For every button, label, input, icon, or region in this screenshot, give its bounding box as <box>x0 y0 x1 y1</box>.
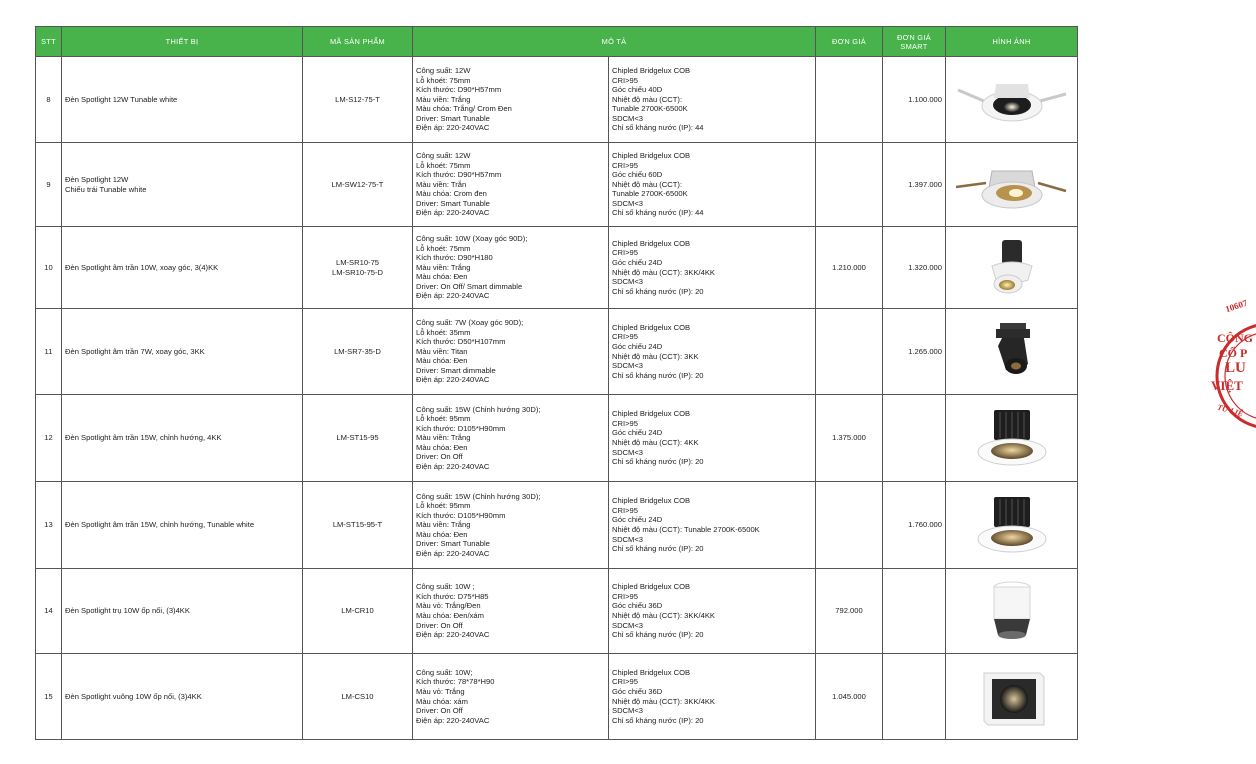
optics-line: Nhiệt độ màu (CCT): 3KK/4KK <box>612 696 715 706</box>
cell-device-name <box>62 395 303 482</box>
device-name-line: Đèn Spotlight âm trần 15W, chỉnh hướng, Tunable white <box>65 520 255 530</box>
optics-line: SDCM<3 <box>612 620 644 630</box>
spec-line: Màu viền: Trắng <box>416 433 471 443</box>
table-row <box>36 57 1078 143</box>
cell-product-code <box>303 143 413 227</box>
optics-line: Chỉ số kháng nước (IP): 44 <box>612 208 704 218</box>
spec-line: Điện áp: 220-240VAC <box>416 123 490 133</box>
spec-line: Kích thước: D105*H90mm <box>416 510 506 520</box>
mini-tilt-spotlight-icon <box>952 320 1072 384</box>
price-list-table <box>35 26 1078 740</box>
cell-stt: 12 <box>36 395 62 482</box>
product-code-line: LM-SR7-35-D <box>334 346 381 356</box>
optics-line: Góc chiếu 36D <box>612 601 663 611</box>
cell-product-image <box>946 654 1078 740</box>
device-name-line: Đèn Spotlight âm trần 7W, xoay góc, 3KK <box>65 346 205 356</box>
spec-line: Điện áp: 220-240VAC <box>416 461 490 471</box>
cell-smart-price: 1.265.000 <box>883 309 946 395</box>
cell-stt: 13 <box>36 482 62 569</box>
spec-line: Màu viền: Trắng <box>416 262 471 272</box>
cell-price <box>816 309 883 395</box>
cell-product-code <box>303 395 413 482</box>
optics-line: Chỉ số kháng nước (IP): 20 <box>612 715 704 725</box>
spec-line: Màu vỏ: Trắng/Đen <box>416 601 481 611</box>
optics-line: Góc chiếu 24D <box>612 515 663 525</box>
optics-line: CRI>95 <box>612 160 638 170</box>
spec-line: Màu chóa: Đen/xám <box>416 611 484 620</box>
spec-line: Kích thước: D90*H57mm <box>416 170 502 180</box>
spec-line: Kích thước: D50*H107mm <box>416 337 506 347</box>
optics-line: Nhiệt độ màu (CCT): <box>612 94 683 104</box>
cell-smart-price <box>883 654 946 740</box>
spec-line: Driver: On Off <box>416 620 463 630</box>
price-list-sheet <box>35 26 1077 740</box>
optics-line: Góc chiếu 24D <box>612 428 663 438</box>
table-row <box>36 395 1078 482</box>
cell-price <box>816 482 883 569</box>
device-name-line: Đèn Spotlight vuông 10W ốp nổi, (3)4KK <box>65 691 202 701</box>
stamp-line-4: VIỆT <box>1211 378 1243 393</box>
spec-line: Điện áp: 220-240VAC <box>416 375 490 385</box>
spec-line: Màu chóa: Đen <box>416 442 468 452</box>
cell-product-image <box>946 482 1078 569</box>
device-name-line: Đèn Spotlight 12W <box>65 174 129 184</box>
device-name-line: Đèn Spotlight trụ 10W ốp nổi, (3)4KK <box>65 606 190 616</box>
optics-line: Góc chiếu 36D <box>612 686 663 696</box>
cell-description-optics <box>609 227 816 309</box>
stamp-number: 10607 <box>1224 297 1249 315</box>
header-description: MÔ TẢ <box>413 27 816 57</box>
spec-line: Công suất: 7W (Xoay góc 90D); <box>416 318 524 328</box>
header-image: HÌNH ẢNH <box>946 27 1078 57</box>
adjustable-spotlight-icon <box>952 236 1072 300</box>
cell-product-image <box>946 57 1078 143</box>
table-row <box>36 227 1078 309</box>
cell-device-name <box>62 57 303 143</box>
spec-line: Driver: On Off/ Smart dimmable <box>416 281 523 291</box>
product-code-line: LM-CR10 <box>341 606 374 616</box>
spec-line: Màu chóa: Trắng/ Crom Đen <box>416 104 512 114</box>
cell-description-specs <box>413 654 609 740</box>
cell-description-optics <box>609 395 816 482</box>
product-code-line: LM-S12-75-T <box>335 94 380 104</box>
optics-line: Chipled Bridgelux COB <box>612 238 691 248</box>
cell-product-code <box>303 57 413 143</box>
spec-line: Công suất: 10W; <box>416 667 473 677</box>
optics-line: CRI>95 <box>612 75 638 85</box>
spec-line: Điện áp: 220-240VAC <box>416 630 490 640</box>
stamp-line-2: CỔ P <box>1219 346 1248 360</box>
spec-line: Kích thước: D75*H85 <box>416 591 489 601</box>
spec-line: Điện áp: 220-240VAC <box>416 208 490 218</box>
device-name-line: Chiếu trái Tunable white <box>65 184 147 194</box>
spec-line: Lỗ khoét: 75mm <box>416 75 471 85</box>
optics-line: CRI>95 <box>612 591 638 601</box>
product-code-line: LM-ST15-95 <box>336 433 379 443</box>
heatsink-downlight-icon <box>952 493 1072 557</box>
optics-line: SDCM<3 <box>612 534 644 544</box>
table-row <box>36 309 1078 395</box>
spec-line: Màu chóa: Đen <box>416 529 468 539</box>
cell-stt: 9 <box>36 143 62 227</box>
cell-product-code <box>303 227 413 309</box>
cell-description-optics <box>609 654 816 740</box>
optics-line: Góc chiếu 40D <box>612 85 663 95</box>
optics-line: Góc chiếu 24D <box>612 257 663 267</box>
cell-stt: 11 <box>36 309 62 395</box>
spec-line: Điện áp: 220-240VAC <box>416 715 490 725</box>
optics-line: CRI>95 <box>612 677 638 687</box>
optics-line: Góc chiếu 24D <box>612 341 663 351</box>
product-code-line: LM-SR10-75-D <box>331 267 384 277</box>
cell-description-specs <box>413 227 609 309</box>
optics-line: Tunable 2700K-6500K <box>612 189 688 199</box>
optics-line: Chipled Bridgelux COB <box>612 582 691 592</box>
spec-line: Lỗ khoét: 95mm <box>416 414 471 424</box>
cell-description-specs <box>413 569 609 654</box>
spec-line: Màu vỏ: Trắng <box>416 686 465 696</box>
cell-stt: 10 <box>36 227 62 309</box>
optics-line: Chỉ số kháng nước (IP): 20 <box>612 286 704 296</box>
table-row <box>36 143 1078 227</box>
spec-line: Driver: On Off <box>416 452 463 462</box>
cell-device-name <box>62 654 303 740</box>
spec-line: Kích thước: D90*H57mm <box>416 85 502 95</box>
spec-line: Màu viền: Trắng <box>416 520 471 530</box>
table-row <box>36 654 1078 740</box>
cell-description-specs <box>413 309 609 395</box>
cell-device-name <box>62 309 303 395</box>
cell-description-specs <box>413 482 609 569</box>
cell-price: 792.000 <box>816 569 883 654</box>
optics-line: Chipled Bridgelux COB <box>612 322 691 332</box>
company-stamp <box>1211 292 1256 452</box>
spec-line: Công suất: 15W (Chỉnh hướng 30D); <box>416 491 541 501</box>
spec-line: Lỗ khoét: 35mm <box>416 327 471 337</box>
optics-line: CRI>95 <box>612 505 638 515</box>
device-name-line: Đèn Spotlight 12W Tunable white <box>65 94 178 104</box>
product-code-line: LM-CS10 <box>341 691 374 701</box>
cell-smart-price <box>883 395 946 482</box>
spec-line: Màu chóa: Đen <box>416 272 468 282</box>
header-device: THIẾT BỊ <box>62 27 303 57</box>
spec-line: Lỗ khoét: 75mm <box>416 160 471 170</box>
header-row <box>36 27 1078 57</box>
spec-line: Kích thước: 78*78*H90 <box>416 677 495 687</box>
optics-line: Nhiệt độ màu (CCT): 3KK/4KK <box>612 611 715 620</box>
cell-device-name <box>62 143 303 227</box>
product-code-line: LM-ST15-95-T <box>332 520 383 530</box>
cell-description-optics <box>609 482 816 569</box>
spec-line: Màu chóa: Crom đen <box>416 189 487 199</box>
cell-description-specs <box>413 57 609 143</box>
cell-smart-price <box>883 569 946 654</box>
optics-line: Chỉ số kháng nước (IP): 20 <box>612 630 704 640</box>
cell-description-specs <box>413 143 609 227</box>
cylinder-surface-spotlight-icon <box>952 579 1072 643</box>
optics-line: SDCM<3 <box>612 198 644 208</box>
spec-line: Điện áp: 220-240VAC <box>416 291 490 301</box>
cell-product-code <box>303 309 413 395</box>
optics-line: SDCM<3 <box>612 447 644 457</box>
cell-stt: 8 <box>36 57 62 143</box>
optics-line: Nhiệt độ màu (CCT): 3KK <box>612 351 699 361</box>
optics-line: SDCM<3 <box>612 113 644 123</box>
header-price: ĐƠN GIÁ <box>816 27 883 57</box>
cell-description-optics <box>609 309 816 395</box>
cell-smart-price: 1.320.000 <box>883 227 946 309</box>
square-surface-spotlight-icon <box>952 665 1072 729</box>
heatsink-downlight-icon <box>952 406 1072 470</box>
cell-product-image <box>946 227 1078 309</box>
header-smart-price-line1: ĐƠN GIÁ <box>897 32 931 42</box>
cell-product-image <box>946 309 1078 395</box>
spec-line: Driver: Smart Tunable <box>416 539 490 549</box>
spec-line: Công suất: 12W <box>416 66 471 76</box>
cell-product-image <box>946 569 1078 654</box>
stamp-line-3: LU <box>1225 360 1246 376</box>
spec-line: Kích thước: D105*H90mm <box>416 423 506 433</box>
optics-line: CRI>95 <box>612 248 638 258</box>
device-name-line: Đèn Spotlight âm trần 15W, chỉnh hướng, 4KK <box>65 433 222 443</box>
optics-line: SDCM<3 <box>612 361 644 371</box>
cell-stt: 15 <box>36 654 62 740</box>
optics-line: Chỉ số kháng nước (IP): 20 <box>612 544 704 554</box>
spec-line: Driver: Smart Tunable <box>416 198 490 208</box>
optics-line: Nhiệt độ màu (CCT): 3KK/4KK <box>612 267 715 277</box>
header-smart-price-line2: SMART <box>900 41 928 51</box>
spec-line: Công suất: 10W (Xoay góc 90D); <box>416 234 528 244</box>
optics-line: SDCM<3 <box>612 706 644 716</box>
optics-line: Chỉ số kháng nước (IP): 20 <box>612 457 704 467</box>
spec-line: Driver: Smart Tunable <box>416 113 490 123</box>
cell-product-code <box>303 569 413 654</box>
optics-line: Nhiệt độ màu (CCT): Tunable 2700K-6500K <box>612 525 760 534</box>
device-name-line: Đèn Spotlight âm trần 10W, xoay góc, 3(4)KK <box>65 262 219 272</box>
spec-line: Kích thước: D90*H180 <box>416 253 493 263</box>
spec-line: Màu viền: Trắng <box>416 94 471 104</box>
product-code-line: LM-SW12-75-T <box>331 179 384 189</box>
spec-line: Driver: Smart dimmable <box>416 365 496 375</box>
optics-line: Chỉ số kháng nước (IP): 20 <box>612 370 704 380</box>
cell-price: 1.375.000 <box>816 395 883 482</box>
optics-line: Tunable 2700K-6500K <box>612 104 688 114</box>
cell-device-name <box>62 482 303 569</box>
wall-washer-spotlight-icon <box>952 153 1072 217</box>
cell-smart-price: 1.397.000 <box>883 143 946 227</box>
optics-line: Chỉ số kháng nước (IP): 44 <box>612 123 704 133</box>
cell-description-optics <box>609 143 816 227</box>
table-body <box>36 57 1078 740</box>
cell-smart-price: 1.100.000 <box>883 57 946 143</box>
optics-line: Chipled Bridgelux COB <box>612 667 691 677</box>
spec-line: Driver: On Off <box>416 706 463 716</box>
spec-line: Màu viền: Trắn <box>416 179 467 189</box>
cell-stt: 14 <box>36 569 62 654</box>
cell-price: 1.210.000 <box>816 227 883 309</box>
cell-description-specs <box>413 395 609 482</box>
cell-price <box>816 57 883 143</box>
cell-description-optics <box>609 569 816 654</box>
stamp-line-5: TƯ LIỆ <box>1216 402 1245 419</box>
spec-line: Công suất: 15W (Chỉnh hướng 30D); <box>416 404 541 414</box>
optics-line: Nhiệt độ màu (CCT): <box>612 179 683 189</box>
recessed-spotlight-white-icon <box>952 68 1072 132</box>
optics-line: Chipled Bridgelux COB <box>612 151 691 161</box>
optics-line: Chipled Bridgelux COB <box>612 496 691 506</box>
spec-line: Màu chóa: Đen <box>416 356 468 366</box>
cell-product-code <box>303 482 413 569</box>
table-row <box>36 569 1078 654</box>
cell-smart-price: 1.760.000 <box>883 482 946 569</box>
product-code-line: LM-SR10-75 <box>335 257 380 267</box>
header-smart-price <box>883 27 946 57</box>
optics-line: Chipled Bridgelux COB <box>612 409 691 419</box>
optics-line: Chipled Bridgelux COB <box>612 66 691 76</box>
spec-line: Màu chóa: xám <box>416 696 468 706</box>
spec-line: Màu viền: Titan <box>416 346 468 356</box>
cell-price <box>816 143 883 227</box>
cell-description-optics <box>609 57 816 143</box>
cell-device-name <box>62 227 303 309</box>
spec-line: Lỗ khoét: 95mm <box>416 501 471 511</box>
cell-price: 1.045.000 <box>816 654 883 740</box>
stamp-line-1: CÔNG <box>1217 331 1253 345</box>
cell-device-name <box>62 569 303 654</box>
spec-line: Điện áp: 220-240VAC <box>416 548 490 558</box>
spec-line: Lỗ khoét: 75mm <box>416 243 471 253</box>
optics-line: SDCM<3 <box>612 277 644 287</box>
optics-line: CRI>95 <box>612 418 638 428</box>
header-code: MÃ SẢN PHẨM <box>303 27 413 57</box>
spec-line: Công suất: 10W ; <box>416 582 475 592</box>
table-row <box>36 482 1078 569</box>
optics-line: CRI>95 <box>612 332 638 342</box>
cell-product-code <box>303 654 413 740</box>
cell-product-image <box>946 395 1078 482</box>
header-stt: STT <box>36 27 62 57</box>
cell-product-image <box>946 143 1078 227</box>
spec-line: Công suất: 12W <box>416 151 471 161</box>
optics-line: Nhiệt độ màu (CCT): 4KK <box>612 438 699 447</box>
optics-line: Góc chiếu 60D <box>612 170 663 180</box>
